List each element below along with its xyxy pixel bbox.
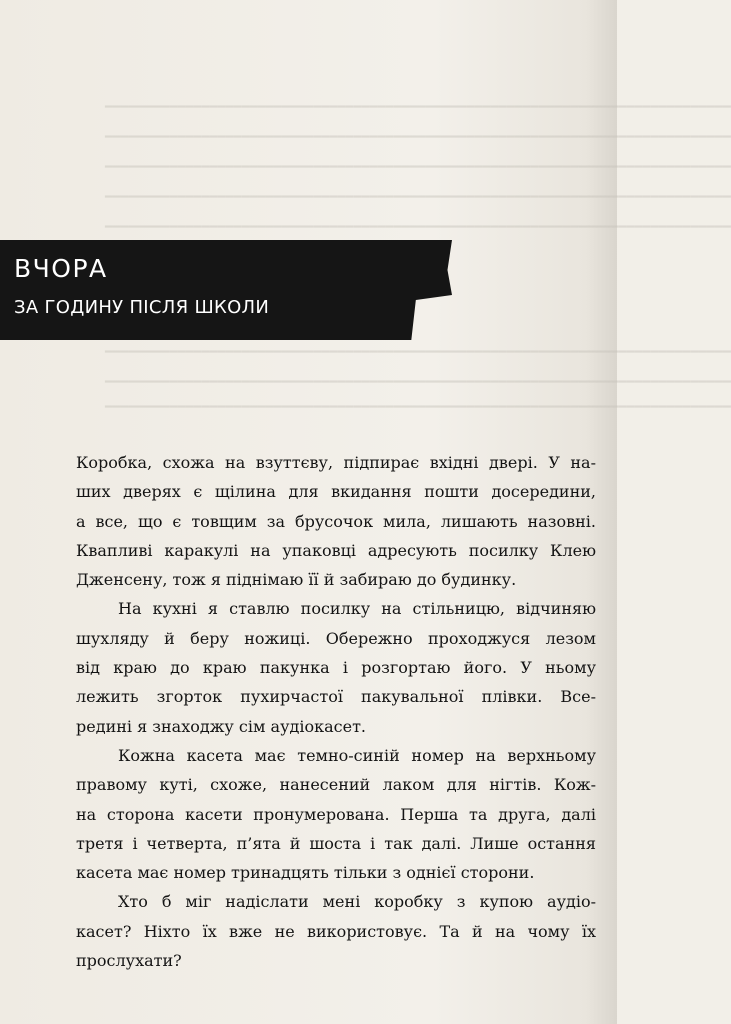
text-line: касет? Ніхто їх вже не використовує. Та й на чому їх — [76, 921, 596, 941]
paragraph-3 — [76, 741, 596, 887]
text-line: Дженсену, тож я піднімаю її й забираю до будинку. — [76, 570, 517, 590]
text-line: лежить згорток пухирчастої пакувальної плівки. Все- — [76, 687, 596, 707]
text-line: правому куті, схоже, нанесений лаком для нігтів. Кож- — [76, 775, 596, 795]
text-line: на сторона касети пронумерована. Перша та друга, далі — [76, 804, 596, 824]
body-text — [76, 448, 596, 975]
paragraph-4 — [76, 887, 596, 975]
text-line: Хто б міг надіслати мені коробку з купою аудіо- — [118, 892, 596, 912]
text-line: Кожна касета має темно-синій номер на верхньому — [118, 745, 596, 765]
text-line: Квапливі каракулі на упаковці адресують посилку Клею — [76, 540, 596, 560]
show-through-text: ━━━━━━━━━━━━━━━━━━━━━━━━━━━━━━━━━━━━━━━━━━━━━━━━━━━━━━━━━━━━━━━━━━━━━━━━━━━━━━ — [105, 160, 731, 175]
text-line: ших дверях є щілина для вкидання пошти досередини, — [76, 482, 596, 502]
paragraph-1 — [76, 448, 596, 594]
text-line: шухляду й беру ножиці. Обережно проходжуся лезом — [76, 628, 596, 648]
text-line: Коробка, схожа на взуттєву, підпирає вхідні двері. У на- — [76, 453, 596, 472]
paragraph-2 — [76, 594, 596, 740]
show-through-text: ━━━━━━━━━━━━━━━━━━━━━━━━━━━━━━━━━━━━━━━━━━━━━━━━━━━━━━━━━━━━━━━━━━━━━━━━━━━━━━ — [105, 375, 731, 390]
text-line: а все, що є товщим за брусочок мила, лишають назовні. — [76, 511, 596, 531]
show-through-text: ━━━━━━━━━━━━━━━━━━━━━━━━━━━━━━━━━━━━━━━━━━━━━━━━━━━━━━━━━━━━━━━━━━━━━━━━━━━━━━ — [105, 130, 731, 145]
show-through-text: ━━━━━━━━━━━━━━━━━━━━━━━━━━━━━━━━━━━━━━━━━━━━━━━━━━━━━━━━━━━━━━━━━━━━━━━━━━━━━━ — [105, 345, 731, 360]
text-line: редині я знаходжу сім аудіокасет. — [76, 716, 366, 736]
text-line: від краю до краю пакунка і розгортаю його. У ньому — [76, 658, 596, 678]
text-line: третя і четверта, п’ята й шоста і так далі. Лише остання — [76, 833, 596, 853]
chapter-title: ВЧОРА — [14, 254, 108, 283]
chapter-subtitle: ЗА ГОДИНУ ПІСЛЯ ШКОЛИ — [14, 297, 270, 318]
show-through-text: ━━━━━━━━━━━━━━━━━━━━━━━━━━━━━━━━━━━━━━━━━━━━━━━━━━━━━━━━━━━━━━━━━━━━━━━━━━━━━━ — [105, 100, 731, 115]
show-through-text: ━━━━━━━━━━━━━━━━━━━━━━━━━━━━━━━━━━━━━━━━━━━━━━━━━━━━━━━━━━━━━━━━━━━━━━━━━━━━━━ — [105, 220, 731, 235]
text-line: На кухні я ставлю посилку на стільницю, відчиняю — [118, 599, 596, 619]
text-line: касета має номер тринадцять тільки з однієї сторони. — [76, 863, 535, 883]
show-through-text: ━━━━━━━━━━━━━━━━━━━━━━━━━━━━━━━━━━━━━━━━━━━━━━━━━━━━━━━━━━━━━━━━━━━━━━━━━━━━━━ — [105, 190, 731, 205]
show-through-text: ━━━━━━━━━━━━━━━━━━━━━━━━━━━━━━━━━━━━━━━━━━━━━━━━━━━━━━━━━━━━━━━━━━━━━━━━━━━━━━ — [105, 400, 731, 415]
text-line: прослухати? — [76, 951, 182, 971]
